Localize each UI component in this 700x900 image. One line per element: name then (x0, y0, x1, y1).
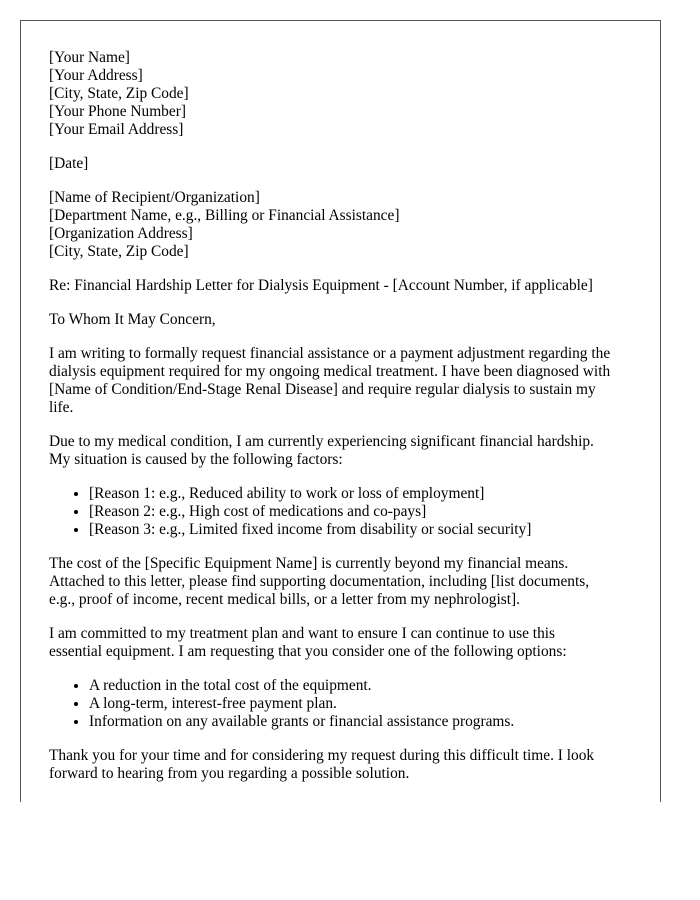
paragraph-line: life. (49, 399, 74, 416)
paragraph-line: The cost of the [Specific Equipment Name] is currently beyond my financial means. (49, 555, 569, 572)
paragraph-line: Due to my medical condition, I am currently experiencing significant financial hardship. (49, 433, 594, 450)
paragraph-closing (49, 747, 649, 783)
paragraph-line: e.g., proof of income, recent medical bills, or a letter from my nephrologist]. (49, 591, 520, 608)
list-item: • [Reason 3: e.g., Limited fixed income from disability or social security] (89, 521, 649, 539)
subject-line (49, 277, 649, 295)
paragraph-hardship (49, 433, 649, 469)
recipient-city: [City, State, Zip Code] (49, 243, 189, 260)
sender-name: [Your Name] (49, 49, 130, 66)
paragraph-line: My situation is caused by the following factors: (49, 451, 343, 468)
paragraph-line: I am committed to my treatment plan and want to ensure I can continue to use this (49, 625, 556, 642)
paragraph-cost (49, 555, 649, 609)
paragraph-line: dialysis equipment required for my ongoing medical treatment. I have been diagnosed with (49, 363, 611, 380)
recipient-department: [Department Name, e.g., Billing or Financial Assistance] (49, 207, 400, 224)
letter-date: [Date] (49, 155, 89, 172)
paragraph-line: forward to hearing from you regarding a possible solution. (49, 765, 410, 782)
paragraph-line: essential equipment. I am requesting that you consider one of the following options: (49, 643, 567, 660)
sender-phone: [Your Phone Number] (49, 103, 186, 120)
list-item: • A reduction in the total cost of the equipment. (89, 677, 649, 695)
salutation (49, 311, 649, 329)
recipient-block (49, 189, 649, 261)
list-item: • Information on any available grants or financial assistance programs. (89, 713, 649, 731)
paragraph-line: [Name of Condition/End-Stage Renal Disease] and require regular dialysis to sustain my (49, 381, 596, 398)
date-block (49, 155, 649, 173)
letter-page (20, 20, 661, 802)
sender-email: [Your Email Address] (49, 121, 184, 138)
salutation-text: To Whom It May Concern, (49, 311, 216, 328)
sender-block (49, 49, 649, 139)
paragraph-line: Thank you for your time and for considering my request during this difficult time. I look (49, 747, 595, 764)
paragraph-line: Attached to this letter, please find supporting documentation, including [list documents, (49, 573, 590, 590)
sender-city: [City, State, Zip Code] (49, 85, 189, 102)
letter-content (49, 49, 649, 783)
subject-text: Re: Financial Hardship Letter for Dialysis Equipment - [Account Number, if applicable] (49, 277, 593, 294)
paragraph-commitment (49, 625, 649, 661)
recipient-address: [Organization Address] (49, 225, 193, 242)
sender-address: [Your Address] (49, 67, 143, 84)
paragraph-request (49, 345, 649, 417)
options-list (49, 677, 649, 731)
paragraph-line: I am writing to formally request financial assistance or a payment adjustment regarding the (49, 345, 611, 362)
reasons-list (49, 485, 649, 539)
recipient-name: [Name of Recipient/Organization] (49, 189, 260, 206)
list-item: • A long-term, interest-free payment plan. (89, 695, 649, 713)
list-item: • [Reason 1: e.g., Reduced ability to work or loss of employment] (89, 485, 649, 503)
list-item: • [Reason 2: e.g., High cost of medications and co-pays] (89, 503, 649, 521)
